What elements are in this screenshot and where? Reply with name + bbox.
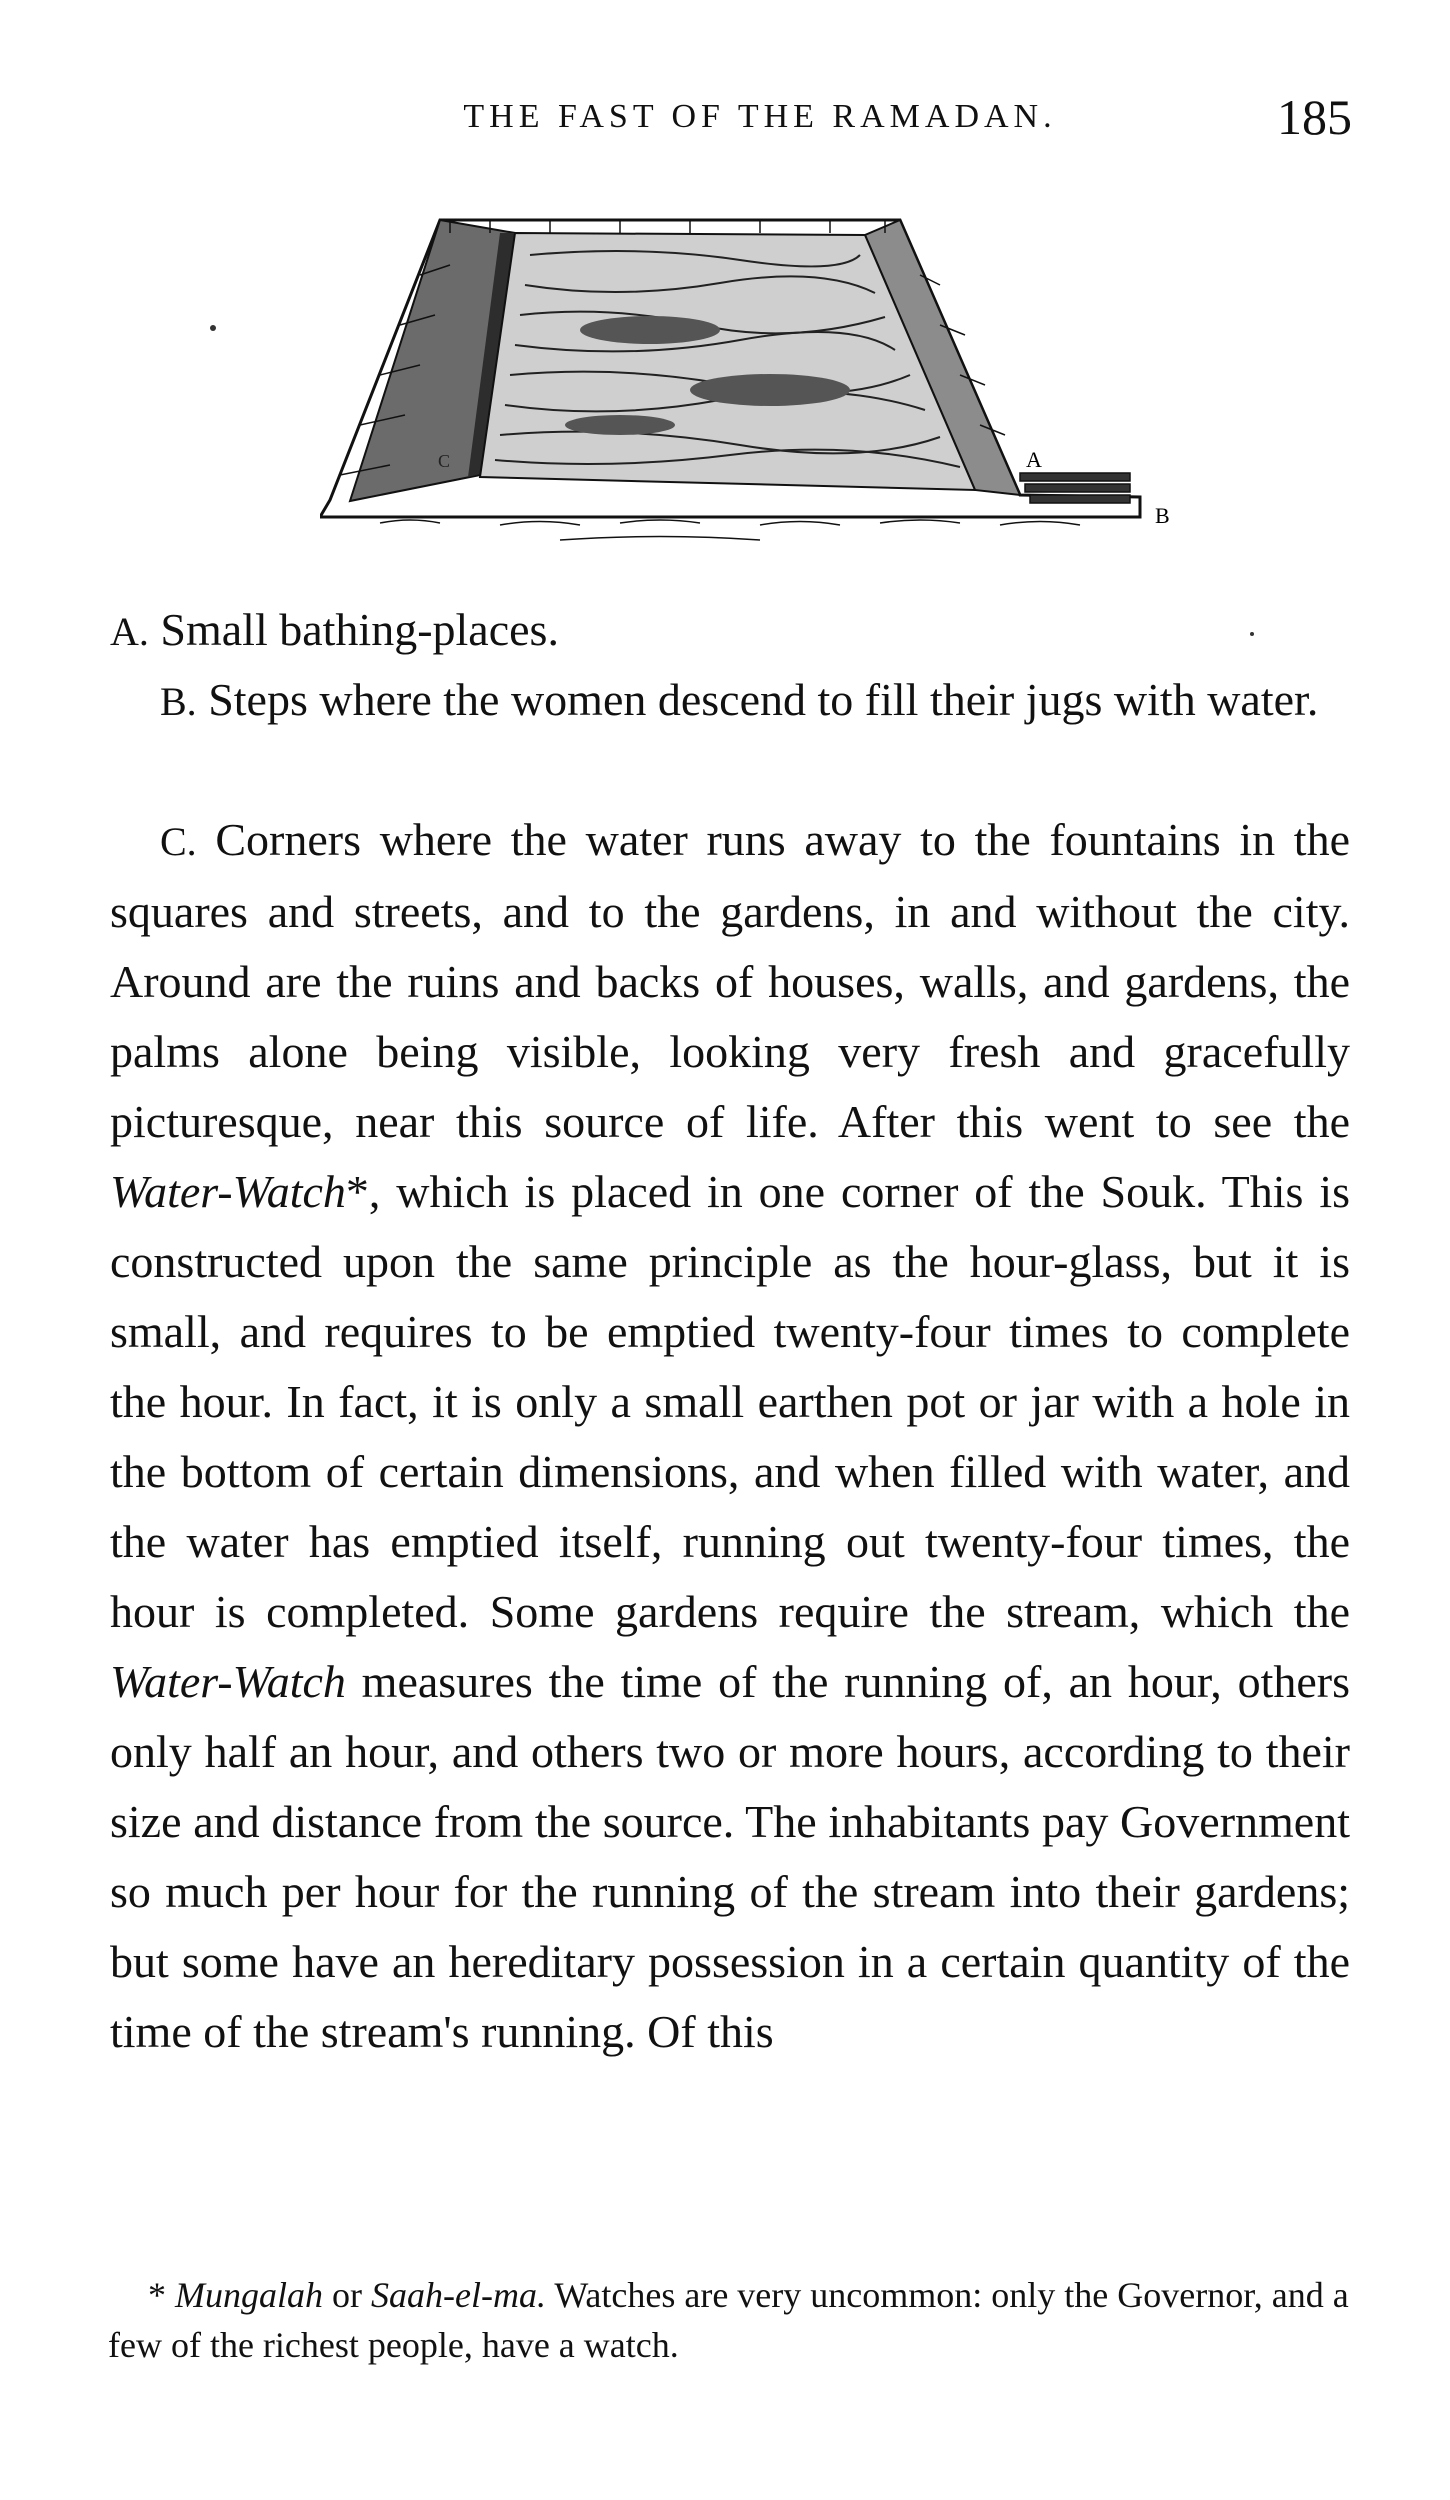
legend-item-b bbox=[110, 665, 1350, 737]
legend-label-c: C. bbox=[160, 819, 197, 864]
legend-item-a bbox=[110, 595, 1350, 667]
running-title: THE FAST OF THE RAMADAN. bbox=[463, 98, 1057, 135]
legend-text-b: Steps where the women descend to fill their jugs with water. bbox=[208, 674, 1319, 725]
figure-label-a: A bbox=[1026, 447, 1042, 472]
reservoir-illustration bbox=[320, 205, 1180, 555]
legend-item-c bbox=[110, 805, 1350, 2067]
footnote-text: Watches are very uncommon: only the Governor, and a few of the richest people, have a watch. bbox=[108, 2275, 1349, 2365]
legend-text-c-2: *, which is placed in one corner of the Souk. This is constructed upon the same principle as the hour-glass, but it is small, and requires to be emptied twenty-four times to complete the hour. In fact, it is only a small earthen pot or jar with a hole in the bottom of certain dimensions, and when filled with water, and the water has emptied itself, running out twenty-four times, the hour is completed. Some gardens require the stream, which the bbox=[110, 1166, 1350, 1637]
footnote-term-2: Saah-el-ma. bbox=[371, 2275, 546, 2315]
figure-label-b: B bbox=[1155, 503, 1170, 528]
running-head bbox=[0, 88, 1450, 148]
legend-label-a: A. bbox=[110, 609, 149, 654]
water-watch-term: Water-Watch bbox=[110, 1656, 346, 1707]
footnote-marker: * bbox=[148, 2275, 166, 2315]
stray-mark bbox=[210, 325, 216, 331]
legend-label-b: B. bbox=[160, 679, 197, 724]
footnote bbox=[108, 2270, 1358, 2370]
water-watch-term: Water-Watch bbox=[110, 1166, 346, 1217]
legend-text-c-3: measures the time of the running of, an hour, others only half an hour, and others two or more hours, according to their size and distance from the source. The inhabitants pay Government so much per hour for the running of the stream into their gardens; but some have an hereditary possession in a certain quantity of the time of the stream's running. Of this bbox=[110, 1656, 1350, 2057]
page-number: 185 bbox=[1277, 89, 1352, 145]
legend-text-a: Small bathing-places. bbox=[160, 604, 559, 655]
legend-text-c-1: Corners where the water runs away to the fountains in the squares and streets, and to the gardens, in and without the city. Around are the ruins and backs of houses, walls, and gardens, the palms alone being visible, looking very fresh and gracefully picturesque, near this source of life. After this went to see the bbox=[110, 814, 1350, 1147]
footnote-connector: or bbox=[323, 2275, 371, 2315]
figure-label-c: C bbox=[438, 451, 451, 471]
footnote-term-1: Mungalah bbox=[175, 2275, 323, 2315]
